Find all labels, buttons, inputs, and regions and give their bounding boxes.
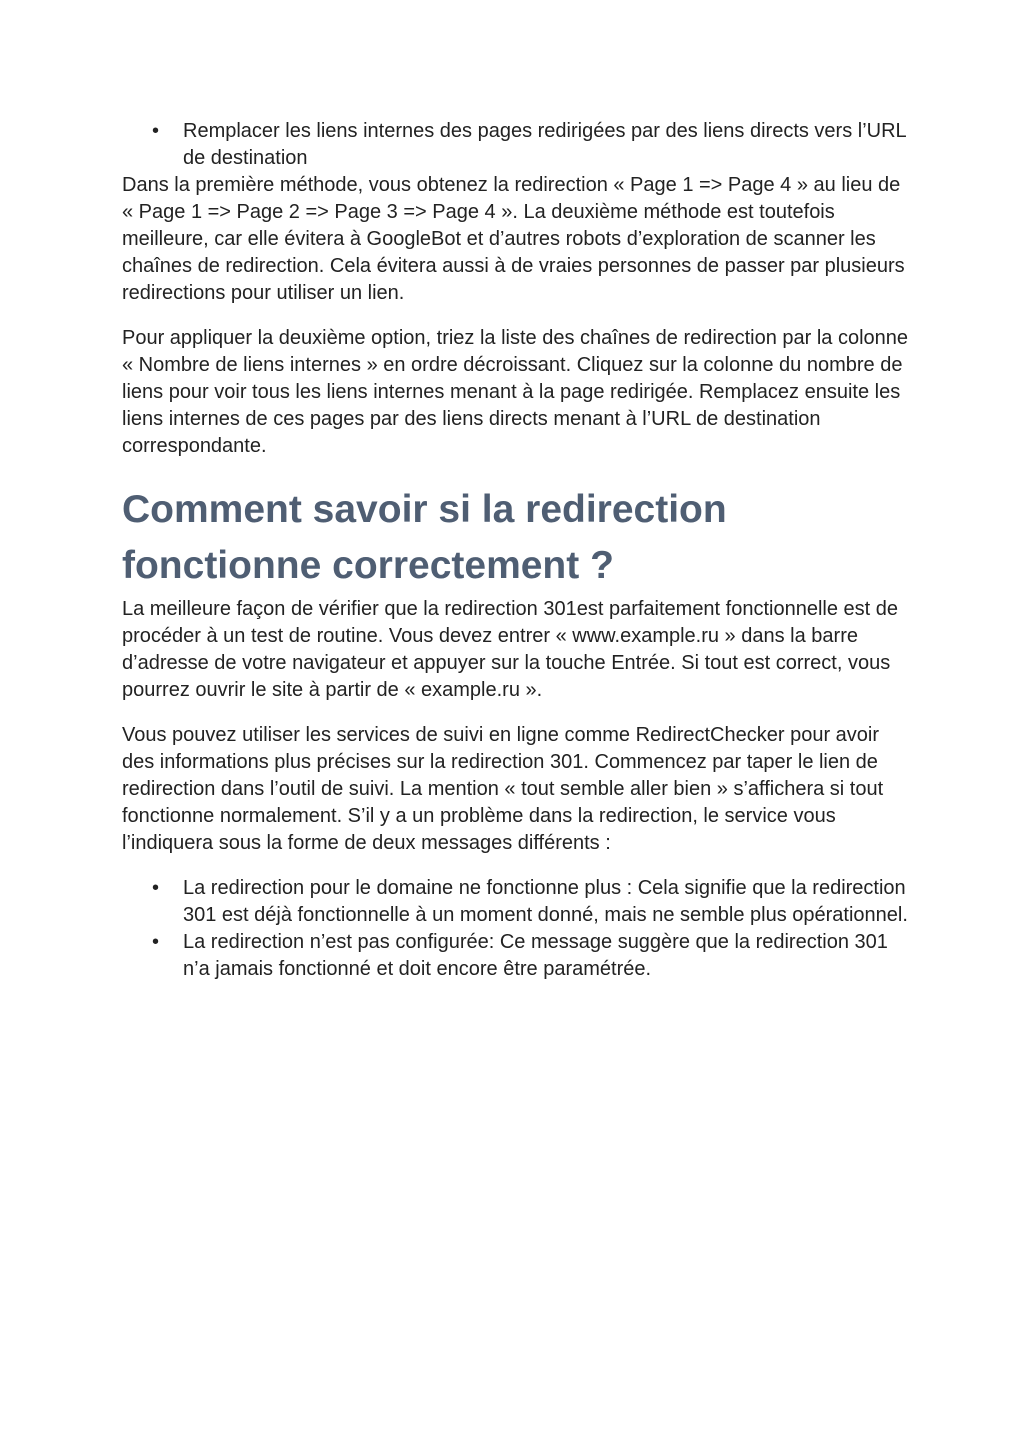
list-item-text: Remplacer les liens internes des pages redirigées par des liens directs vers l’URL de destination [183, 120, 906, 169]
paragraph: Vous pouvez utiliser les services de suivi en ligne comme RedirectChecker pour avoir des informations plus précises sur la redirection 301. Commencez par taper le lien de redirection dans l’outil de suivi. La mention « tout semble aller bien » s’affichera si tout fonctionne normalement. S’il y a un problème dans la redirection, le service vous l’indiquera sous la forme de deux messages différents : [122, 724, 884, 854]
document-page [122, 118, 912, 983]
list-item-text: La redirection pour le domaine ne fonctionne plus : Cela signifie que la redirection 301 est déjà fonctionnelle à un moment donné, mais ne semble plus opérationnel. [183, 877, 908, 926]
bullet-icon: • [152, 120, 160, 142]
paragraph: La meilleure façon de vérifier que la redirection 301est parfaitement fonctionnelle est de procéder à un test de routine. Vous devez entrer « www.example.ru » dans la barre d’adresse de votre navigateur et appuyer sur la touche Entrée. Si tout est correct, vous pourrez ouvrir le site à partir de « example.ru ». [122, 598, 899, 701]
list-item [122, 929, 912, 983]
list-item [122, 875, 912, 929]
bullet-list-bottom [122, 875, 912, 983]
paragraph: Dans la première méthode, vous obtenez la redirection « Page 1 => Page 4 » au lieu de « Page 1 => Page 2 => Page 3 => Page 4 ». La deuxième méthode est toutefois meilleure, car elle évitera à GoogleBot et d’autres robots d’exploration de scanner les chaînes de redirection. Cela évitera aussi à de vraies personnes de passer par plusieurs redirections pour utiliser un lien. [122, 174, 905, 304]
section-heading: Comment savoir si la redirection fonctionne correctement ? [122, 488, 727, 587]
paragraph: Pour appliquer la deuxième option, triez la liste des chaînes de redirection par la colonne « Nombre de liens internes » en ordre décroissant. Cliquez sur la colonne du nombre de liens pour voir tous les liens internes menant à la page redirigée. Remplacez ensuite les liens internes de ces pages par des liens directs menant à l’URL de destination correspondante. [122, 327, 909, 457]
bullet-icon: • [152, 877, 160, 899]
list-item [122, 118, 912, 172]
bullet-icon: • [152, 931, 160, 953]
list-item-text: La redirection n’est pas configurée: Ce message suggère que la redirection 301 n’a jamais fonctionné et doit encore être paramétrée. [183, 931, 888, 980]
bullet-list-top [122, 118, 912, 172]
